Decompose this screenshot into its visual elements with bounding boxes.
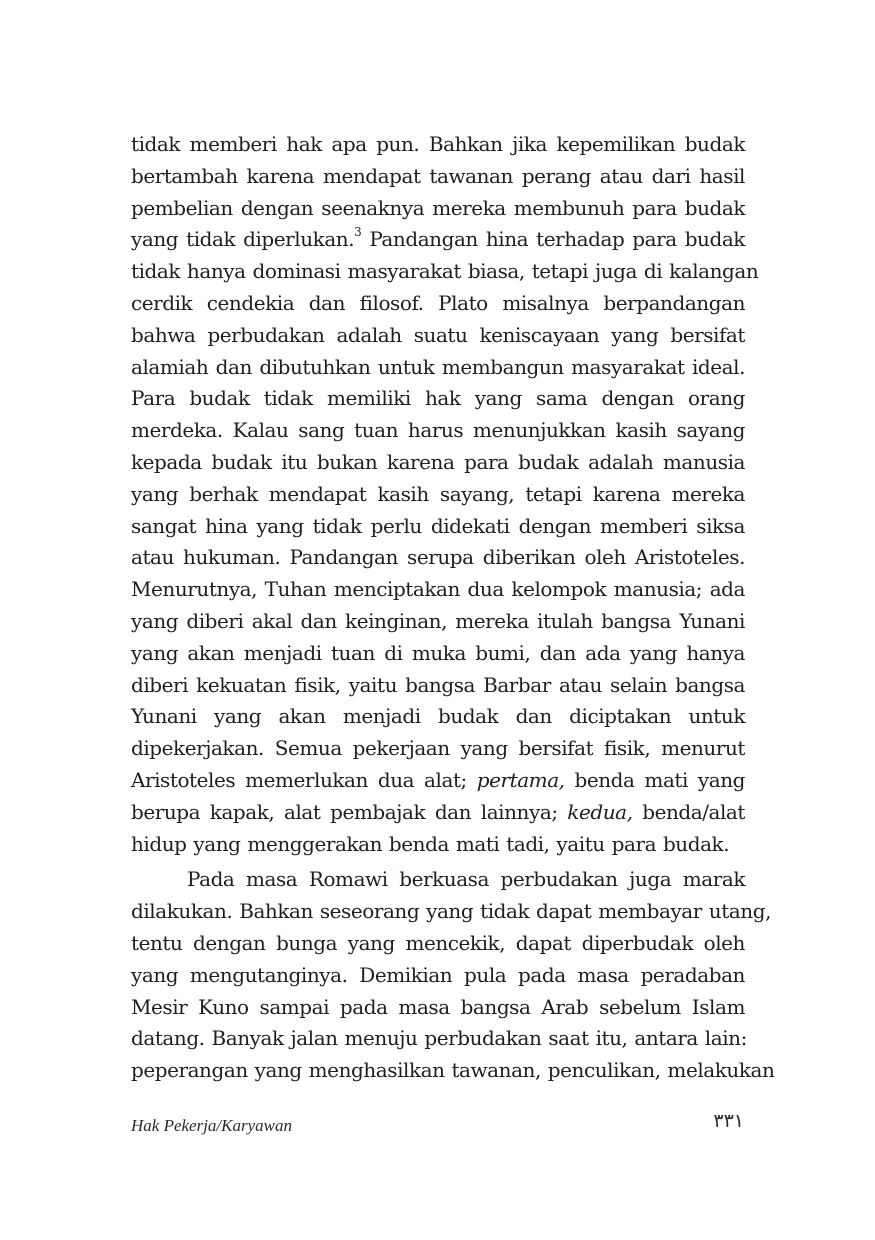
text-line: alamiah dan dibutuhkan untuk membangun masyarakat ideal. xyxy=(131,354,745,379)
text-line: atau hukuman. Pandangan serupa diberikan oleh Aristoteles. xyxy=(131,545,745,570)
paragraph-2 xyxy=(131,864,775,1087)
text-fragment: benda/alat xyxy=(632,799,745,824)
text-line: bertambah karena mendapat tawanan perang atau dari hasil xyxy=(131,163,745,188)
text-line: peperangan yang menghasilkan tawanan, penculikan, melakukan xyxy=(131,1058,775,1083)
text-line: kepada budak itu bukan karena para budak adalah manusia xyxy=(131,449,745,474)
text-line: tentu dengan bunga yang mencekik, dapat diperbudak oleh xyxy=(131,930,745,955)
text-line: yang diberi akal dan keinginan, mereka itulah bangsa Yunani xyxy=(131,608,745,633)
text-line: merdeka. Kalau sang tuan harus menunjukkan kasih sayang xyxy=(131,418,745,443)
text-line: tidak memberi hak apa pun. Bahkan jika kepemilikan budak xyxy=(131,132,745,156)
text-fragment: benda mati yang xyxy=(564,767,745,792)
text-fragment: Pandangan hina terhadap para budak xyxy=(361,227,745,252)
page-number: ٣٣١ xyxy=(713,1110,744,1132)
text-line: yang mengutanginya. Demikian pula pada masa peradaban xyxy=(131,962,745,987)
running-title: Hak Pekerja/Karyawan xyxy=(131,1116,292,1135)
text-line xyxy=(131,797,745,829)
text-line xyxy=(131,765,745,797)
text-line: sangat hina yang tidak perlu didekati dengan memberi siksa xyxy=(131,513,745,538)
text-line: diberi kekuatan fisik, yaitu bangsa Barbar atau selain bangsa xyxy=(131,672,745,697)
text-fragment: berupa kapak, alat pembajak dan lainnya; xyxy=(131,799,558,824)
text-line: yang akan menjadi tuan di muka bumi, dan ada yang hanya xyxy=(131,640,745,665)
text-line: pembelian dengan seenaknya mereka membunuh para budak xyxy=(131,195,745,220)
text-line: dilakukan. Bahkan seseorang yang tidak dapat membayar utang, xyxy=(131,899,771,924)
italic-term: kedua, xyxy=(567,799,633,824)
text-line: tidak hanya dominasi masyarakat biasa, tetapi juga di kalangan xyxy=(131,259,759,284)
text-line: Pada masa Romawi berkuasa perbudakan juga marak xyxy=(187,867,745,892)
text-line: bahwa perbudakan adalah suatu keniscayaan yang bersifat xyxy=(131,322,745,347)
text-line: Menurutnya, Tuhan menciptakan dua kelompok manusia; ada xyxy=(131,577,745,602)
text-line: hidup yang menggerakan benda mati tadi, yaitu para budak. xyxy=(131,831,730,856)
text-line: yang berhak mendapat kasih sayang, tetapi karena mereka xyxy=(131,481,745,506)
text-line: datang. Banyak jalan menuju perbudakan saat itu, antara lain: xyxy=(131,1026,747,1051)
footnote-marker[interactable]: 3 xyxy=(354,224,362,239)
text-line: Yunani yang akan menjadi budak dan diciptakan untuk xyxy=(131,704,745,729)
text-line: Para budak tidak memiliki hak yang sama dengan orang xyxy=(131,386,745,411)
text-line xyxy=(131,224,745,256)
body-text xyxy=(131,129,775,1087)
paragraph-1 xyxy=(131,129,759,860)
text-line: dipekerjakan. Semua pekerjaan yang bersifat fisik, menurut xyxy=(131,736,745,761)
text-fragment: Aristoteles memerlukan dua alat; xyxy=(131,767,467,792)
italic-term: pertama, xyxy=(476,767,565,792)
text-line: cerdik cendekia dan filosof. Plato misalnya berpandangan xyxy=(131,290,745,315)
text-fragment: yang tidak diperlukan. xyxy=(131,227,355,252)
text-line: Mesir Kuno sampai pada masa bangsa Arab sebelum Islam xyxy=(131,994,745,1019)
